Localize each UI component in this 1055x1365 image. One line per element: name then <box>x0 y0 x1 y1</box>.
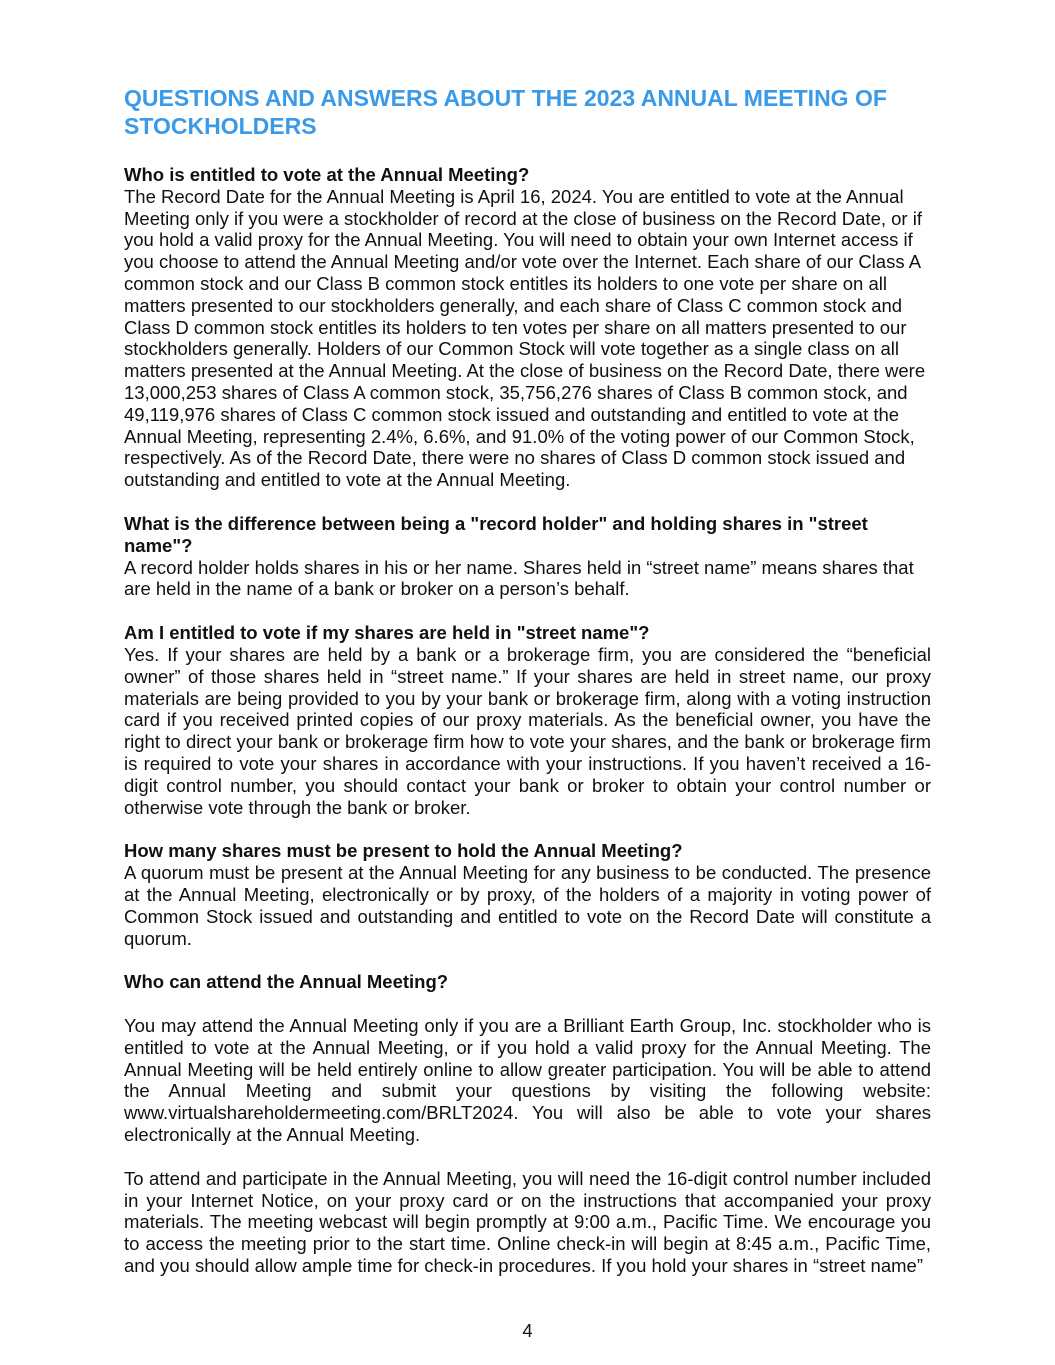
question-heading: What is the difference between being a "record holder" and holding shares in "street name"? <box>124 512 868 556</box>
question-heading: Who can attend the Annual Meeting? <box>124 971 449 993</box>
spacer <box>124 818 931 840</box>
spacer <box>124 600 931 622</box>
question-heading: How many shares must be present to hold the Annual Meeting? <box>124 840 683 862</box>
page-title: QUESTIONS AND ANSWERS ABOUT THE 2023 ANNUAL MEETING OF STOCKHOLDERS <box>124 85 887 139</box>
spacer <box>124 1146 931 1168</box>
spacer <box>124 491 931 513</box>
page-number: 4 <box>522 1320 533 1341</box>
question-heading: Am I entitled to vote if my shares are held in "street name"? <box>124 622 650 644</box>
answer-paragraph: A quorum must be present at the Annual Meeting for any business to be conducted. The presence at the Annual Meeting, electronically or by proxy, of the holders of a majority in voting power of Common Stock issued and outstanding and entitled to vote on the Record Date will constitute a quorum. <box>124 862 931 949</box>
question-heading: Who is entitled to vote at the Annual Meeting? <box>124 164 530 185</box>
spacer <box>124 949 931 971</box>
answer-paragraph: Yes. If your shares are held by a bank or a brokerage firm, you are considered the “beneficial owner” of those shares held in “street name.” If your shares are held in street name, our proxy materials are being provided to you by your bank or brokerage firm, along with a voting instruction card if you received printed copies of our proxy materials. As the beneficial owner, you have the right to direct your bank or brokerage firm how to vote your shares, and the bank or brokerage firm is required to vote your shares in accordance with your instructions. If you haven’t received a 16-digit control number, you should contact your bank or broker to obtain your control number or otherwise vote through the bank or broker. <box>124 643 931 818</box>
document-page <box>124 84 931 1277</box>
answer-paragraph: The Record Date for the Annual Meeting is April 16, 2024. You are entitled to vote at the Annual Meeting only if you were a stockholder of record at the close of business on the Record Date, or if you hold a valid proxy for the Annual Meeting. You will need to obtain your own Internet access if you choose to attend the Annual Meeting and/or vote over the Internet. Each share of our Class A common stock and our Class B common stock entitles its holders to one vote per share on all matters presented to our stockholders generally, and each share of Class C common stock and Class D common stock entitles its holders to ten votes per share on all matters presented to our stockholders generally. Holders of our Common Stock will vote together as a single class on all matters presented at the Annual Meeting. At the close of business on the Record Date, there were 13,000,253 shares of Class A common stock, 35,756,276 shares of Class B common stock, and 49,119,976 shares of Class C common stock issued and outstanding and entitled to vote at the Annual Meeting, representing 2.4%, 6.6%, and 91.0% of the voting power of our Common Stock, respectively. As of the Record Date, there were no shares of Class D common stock issued and outstanding and entitled to vote at the Annual Meeting. <box>124 185 926 491</box>
answer-paragraph: A record holder holds shares in his or her name. Shares held in “street name” means shares that are held in the name of a bank or broker on a person’s behalf. <box>124 556 914 600</box>
spacer <box>124 993 931 1015</box>
answer-paragraph: You may attend the Annual Meeting only if you are a Brilliant Earth Group, Inc. stockholder who is entitled to vote at the Annual Meeting, or if you hold a valid proxy for the Annual Meeting. The Annual Meeting will be held entirely online to allow greater participation. You will be able to attend the Annual Meeting and submit your questions by visiting the following website: www.virtualshareholdermeeting.com/BRLT2024. You will also be able to vote your shares electronically at the Annual Meeting. <box>124 1015 931 1146</box>
answer-paragraph: To attend and participate in the Annual Meeting, you will need the 16-digit control number included in your Internet Notice, on your proxy card or on the instructions that accompanied your proxy materials. The meeting webcast will begin promptly at 9:00 a.m., Pacific Time. We encourage you to access the meeting prior to the start time. Online check-in will begin at 8:45 a.m., Pacific Time, and you should allow ample time for check-in procedures. If you hold your shares in “street name” <box>124 1167 931 1277</box>
